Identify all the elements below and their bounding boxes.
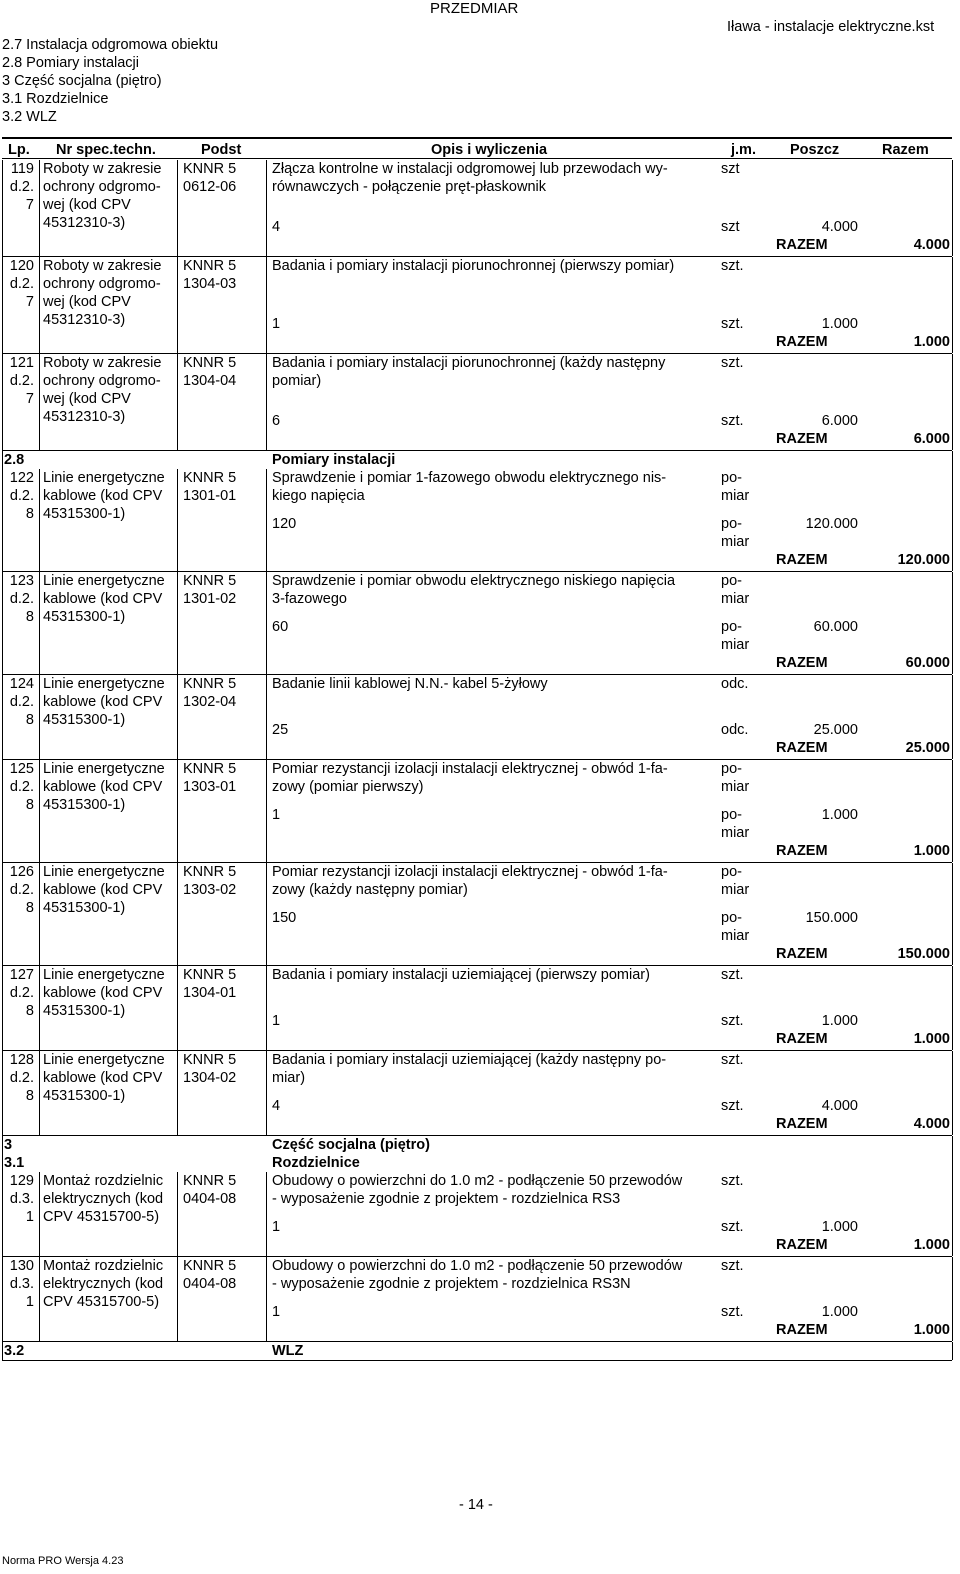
item-number: d.2. (9, 591, 34, 607)
razem-value: 25.000 (905, 740, 950, 756)
calc-unit: miar (721, 534, 750, 550)
basis-code: 1301-01 (183, 488, 237, 504)
basis-code: KNNR 5 (183, 470, 237, 486)
spec-text: Linie energetyczne (43, 1052, 165, 1068)
software-version: Norma PRO Wersja 4.23 (2, 1555, 124, 1567)
item-number: d.2. (9, 985, 34, 1001)
spec-text: Linie energetyczne (43, 573, 165, 589)
column-divider (952, 1172, 953, 1256)
calc-unit: po- (721, 619, 742, 635)
column-divider (39, 1172, 40, 1256)
razem-label: RAZEM (776, 1237, 828, 1253)
column-divider (39, 1051, 40, 1135)
column-divider (39, 863, 40, 965)
item-number: 121 (9, 355, 34, 371)
basis-code: KNNR 5 (183, 676, 237, 692)
razem-label: RAZEM (776, 946, 828, 962)
description-text: Badanie linii kablowej N.N.- kabel 5-żyłowy (272, 676, 548, 692)
item-number: d.2. (9, 694, 34, 710)
subtotal-value: 1.000 (821, 316, 858, 332)
spec-text: Linie energetyczne (43, 676, 165, 692)
item-number: 129 (9, 1173, 34, 1189)
razem-label: RAZEM (776, 843, 828, 859)
file-name: Iława - instalacje elektryczne.kst (727, 19, 935, 35)
column-divider (266, 1051, 267, 1135)
item-number: 1 (25, 1294, 34, 1310)
calc-value: 4 (272, 1098, 281, 1114)
column-divider (2, 572, 3, 674)
item-number: 127 (9, 967, 34, 983)
description-text: Obudowy o powierzchni do 1.0 m2 - podłączenie 50 przewodów (272, 1258, 683, 1274)
description-text: zowy (pomiar pierwszy) (272, 779, 424, 795)
description-text: pomiar) (272, 373, 322, 389)
col-lp: Lp. (8, 142, 30, 158)
spec-text: wej (kod CPV (43, 391, 131, 407)
column-divider (177, 863, 178, 965)
spec-text: kablowe (kod CPV (43, 488, 163, 504)
section-number: 3.1 (4, 1155, 25, 1171)
unit: po- (721, 470, 742, 486)
column-divider (39, 469, 40, 571)
column-divider (266, 863, 267, 965)
description-text: zowy (każdy następny pomiar) (272, 882, 468, 898)
description-text: Badania i pomiary instalacji piorunochronnej (każdy następny (272, 355, 666, 371)
unit: po- (721, 761, 742, 777)
razem-value: 1.000 (913, 334, 950, 350)
column-divider (2, 863, 3, 965)
calc-unit: miar (721, 928, 750, 944)
unit: szt (721, 161, 740, 177)
column-divider (2, 1136, 3, 1154)
spec-text: Linie energetyczne (43, 967, 165, 983)
row-divider (2, 450, 952, 451)
item-number: 1 (25, 1209, 34, 1225)
column-divider (2, 966, 3, 1050)
section-title: WLZ (272, 1343, 304, 1359)
calc-value: 6 (272, 413, 281, 429)
unit: miar (721, 488, 750, 504)
column-divider (952, 1342, 953, 1360)
spec-text: kablowe (kod CPV (43, 591, 163, 607)
spec-text: 45315300-1) (43, 609, 126, 625)
basis-code: KNNR 5 (183, 1052, 237, 1068)
column-divider (266, 760, 267, 862)
column-divider (266, 1172, 267, 1256)
item-number: d.2. (9, 882, 34, 898)
item-number: 8 (25, 900, 34, 916)
spec-text: Linie energetyczne (43, 470, 165, 486)
item-number: 7 (25, 197, 34, 213)
column-divider (177, 469, 178, 571)
column-divider (266, 354, 267, 450)
item-number: 123 (9, 573, 34, 589)
item-number: d.3. (9, 1191, 34, 1207)
column-divider (39, 1257, 40, 1341)
description-text: Pomiar rezystancji izolacji instalacji elektrycznej - obwód 1-fa- (272, 761, 668, 777)
unit: odc. (721, 676, 749, 692)
column-divider (952, 469, 953, 571)
description-text: Złącza kontrolne w instalacji odgromowej lub przewodach wy- (272, 161, 668, 177)
unit: miar (721, 779, 750, 795)
basis-code: 0404-08 (183, 1191, 237, 1207)
spec-text: ochrony odgromo- (43, 179, 161, 195)
basis-code: KNNR 5 (183, 1258, 237, 1274)
spec-text: Montaż rozdzielnic (43, 1258, 164, 1274)
basis-code: KNNR 5 (183, 355, 237, 371)
unit: szt. (721, 1052, 744, 1068)
column-divider (266, 1257, 267, 1341)
item-number: 130 (9, 1258, 34, 1274)
razem-value: 1.000 (913, 1322, 950, 1338)
razem-value: 150.000 (897, 946, 950, 962)
description-text: Obudowy o powierzchni do 1.0 m2 - podłączenie 50 przewodów (272, 1173, 683, 1189)
item-number: 124 (9, 676, 34, 692)
spec-text: CPV 45315700-5) (43, 1294, 160, 1310)
razem-label: RAZEM (776, 431, 828, 447)
column-divider (39, 572, 40, 674)
item-number: 8 (25, 797, 34, 813)
column-divider (2, 354, 3, 450)
column-divider (2, 760, 3, 862)
col-jm: j.m. (731, 142, 756, 158)
basis-code: 1304-03 (183, 276, 237, 292)
calc-unit: odc. (721, 722, 749, 738)
column-divider (952, 1136, 953, 1154)
calc-value: 150 (272, 910, 297, 926)
spec-text: 45315300-1) (43, 506, 126, 522)
razem-label: RAZEM (776, 655, 828, 671)
item-number: 8 (25, 1003, 34, 1019)
column-divider (266, 675, 267, 759)
razem-value: 6.000 (913, 431, 950, 447)
column-divider (952, 1154, 953, 1172)
spec-text: 45312310-3) (43, 409, 126, 425)
row-divider (2, 1135, 952, 1136)
calc-unit: szt. (721, 1219, 744, 1235)
item-number: 8 (25, 609, 34, 625)
calc-unit: szt (721, 219, 740, 235)
section-number: 2.8 (4, 452, 25, 468)
description-text: - wyposażenie zgodnie z projektem - rozdzielnica RS3 (272, 1191, 621, 1207)
section-title: Rozdzielnice (272, 1155, 360, 1171)
calc-value: 60 (272, 619, 289, 635)
spec-text: Linie energetyczne (43, 864, 165, 880)
subtotal-value: 120.000 (805, 516, 858, 532)
description-text: - wyposażenie zgodnie z projektem - rozdzielnica RS3N (272, 1276, 631, 1292)
column-divider (2, 675, 3, 759)
column-divider (2, 1257, 3, 1341)
col-spec: Nr spec.techn. (56, 142, 156, 158)
unit: miar (721, 882, 750, 898)
basis-code: 1304-02 (183, 1070, 237, 1086)
column-divider (177, 1172, 178, 1256)
calc-unit: szt. (721, 316, 744, 332)
column-divider (2, 451, 3, 469)
col-poszcz: Poszcz (790, 142, 840, 158)
table-of-contents (2, 36, 218, 126)
column-divider (177, 160, 178, 256)
section-number: 3 (4, 1137, 13, 1153)
razem-label: RAZEM (776, 1031, 828, 1047)
basis-code: KNNR 5 (183, 258, 237, 274)
spec-text: kablowe (kod CPV (43, 985, 163, 1001)
unit: szt. (721, 1258, 744, 1274)
basis-code: 1302-04 (183, 694, 237, 710)
column-divider (39, 354, 40, 450)
item-number: 8 (25, 506, 34, 522)
calc-unit: miar (721, 825, 750, 841)
item-number: 8 (25, 712, 34, 728)
calc-value: 1 (272, 316, 281, 332)
column-divider (2, 1342, 3, 1360)
spec-text: kablowe (kod CPV (43, 882, 163, 898)
razem-label: RAZEM (776, 1322, 828, 1338)
subtotal-value: 60.000 (813, 619, 858, 635)
spec-text: ochrony odgromo- (43, 373, 161, 389)
section-title: Część socjalna (piętro) (272, 1137, 430, 1153)
col-opis: Opis i wyliczenia (431, 142, 548, 158)
razem-value: 1.000 (913, 843, 950, 859)
unit: miar (721, 591, 750, 607)
calc-value: 120 (272, 516, 297, 532)
item-number: 8 (25, 1088, 34, 1104)
column-divider (266, 966, 267, 1050)
item-number: 126 (9, 864, 34, 880)
calc-value: 25 (272, 722, 289, 738)
calc-unit: miar (721, 637, 750, 653)
column-divider (2, 1051, 3, 1135)
column-divider (266, 160, 267, 256)
spec-text: kablowe (kod CPV (43, 694, 163, 710)
spec-text: wej (kod CPV (43, 197, 131, 213)
row-divider (2, 1341, 952, 1342)
column-divider (2, 1154, 3, 1172)
toc-item: 3.2 WLZ (2, 109, 57, 125)
unit: po- (721, 864, 742, 880)
item-number: d.2. (9, 179, 34, 195)
column-divider (39, 675, 40, 759)
subtotal-value: 1.000 (821, 1219, 858, 1235)
page-number: - 14 - (459, 1497, 493, 1513)
unit: po- (721, 573, 742, 589)
column-divider (177, 354, 178, 450)
description-text: miar) (272, 1070, 306, 1086)
spec-text: kablowe (kod CPV (43, 779, 163, 795)
description-text: kiego napięcia (272, 488, 365, 504)
description-text: równawczych - połączenie pręt-płaskownik (272, 179, 547, 195)
toc-item: 3 Część socjalna (piętro) (2, 73, 162, 89)
razem-label: RAZEM (776, 740, 828, 756)
spec-text: Roboty w zakresie (43, 258, 162, 274)
column-divider (39, 760, 40, 862)
spec-text: 45315300-1) (43, 712, 126, 728)
column-divider (2, 160, 3, 256)
column-divider (952, 675, 953, 759)
column-divider (952, 451, 953, 469)
unit: szt. (721, 967, 744, 983)
calc-unit: szt. (721, 1304, 744, 1320)
column-divider (952, 572, 953, 674)
basis-code: 0404-08 (183, 1276, 237, 1292)
column-divider (952, 1051, 953, 1135)
column-divider (177, 675, 178, 759)
toc-item: 2.8 Pomiary instalacji (2, 55, 139, 71)
column-divider (266, 257, 267, 353)
spec-text: wej (kod CPV (43, 294, 131, 310)
item-number: 128 (9, 1052, 34, 1068)
column-divider (177, 1257, 178, 1341)
calc-value: 1 (272, 1304, 281, 1320)
spec-text: 45315300-1) (43, 1003, 126, 1019)
column-divider (39, 257, 40, 353)
basis-code: 1304-04 (183, 373, 237, 389)
subtotal-value: 150.000 (805, 910, 858, 926)
subtotal-value: 6.000 (821, 413, 858, 429)
spec-text: 45312310-3) (43, 312, 126, 328)
spec-text: ochrony odgromo- (43, 276, 161, 292)
calc-value: 1 (272, 1013, 281, 1029)
column-divider (177, 572, 178, 674)
razem-value: 60.000 (905, 655, 950, 671)
item-number: 119 (10, 161, 34, 177)
column-divider (266, 469, 267, 571)
calc-unit: po- (721, 516, 742, 532)
subtotal-value: 1.000 (821, 807, 858, 823)
razem-value: 1.000 (913, 1237, 950, 1253)
subtotal-value: 4.000 (821, 1098, 858, 1114)
basis-code: 1304-01 (183, 985, 237, 1001)
item-number: 7 (25, 294, 34, 310)
column-divider (952, 966, 953, 1050)
description-text: 3-fazowego (272, 591, 347, 607)
spec-text: 45312310-3) (43, 215, 126, 231)
razem-value: 4.000 (913, 1116, 950, 1132)
calc-unit: po- (721, 910, 742, 926)
column-divider (2, 1172, 3, 1256)
column-divider (39, 160, 40, 256)
spec-text: elektrycznych (kod (43, 1191, 164, 1207)
razem-value: 120.000 (897, 552, 950, 568)
description-text: Pomiar rezystancji izolacji instalacji elektrycznej - obwód 1-fa- (272, 864, 668, 880)
calc-unit: szt. (721, 1013, 744, 1029)
column-divider (952, 257, 953, 353)
column-divider (177, 1051, 178, 1135)
spec-text: CPV 45315700-5) (43, 1209, 160, 1225)
item-number: 125 (9, 761, 34, 777)
unit: szt. (721, 258, 744, 274)
column-divider (177, 257, 178, 353)
column-divider (952, 760, 953, 862)
calc-value: 1 (272, 807, 281, 823)
razem-label: RAZEM (776, 334, 828, 350)
toc-item: 3.1 Rozdzielnice (2, 91, 109, 107)
spec-text: elektrycznych (kod (43, 1276, 164, 1292)
basis-code: KNNR 5 (183, 573, 237, 589)
basis-code: 0612-06 (183, 179, 237, 195)
document-title: PRZEDMIAR (430, 0, 519, 17)
basis-code: 1301-02 (183, 591, 237, 607)
spec-text: Roboty w zakresie (43, 161, 162, 177)
description-text: Badania i pomiary instalacji uziemiającej (pierwszy pomiar) (272, 967, 650, 983)
column-divider (2, 469, 3, 571)
column-divider (177, 966, 178, 1050)
column-divider (952, 863, 953, 965)
subtotal-value: 1.000 (821, 1013, 858, 1029)
basis-code: 1303-02 (183, 882, 237, 898)
toc-item: 2.7 Instalacja odgromowa obiektu (2, 37, 219, 53)
spec-text: 45315300-1) (43, 1088, 126, 1104)
calc-unit: po- (721, 807, 742, 823)
item-number: 122 (9, 470, 34, 486)
column-divider (952, 1257, 953, 1341)
spec-text: 45315300-1) (43, 900, 126, 916)
section-number: 3.2 (4, 1343, 25, 1359)
razem-value: 1.000 (913, 1031, 950, 1047)
section-title: Pomiary instalacji (272, 452, 396, 468)
column-divider (952, 354, 953, 450)
spec-text: kablowe (kod CPV (43, 1070, 163, 1086)
description-text: Sprawdzenie i pomiar obwodu elektrycznego niskiego napięcia (272, 573, 676, 589)
column-divider (2, 257, 3, 353)
col-razem: Razem (882, 142, 929, 158)
calc-unit: szt. (721, 413, 744, 429)
item-number: d.2. (9, 373, 34, 389)
calc-value: 4 (272, 219, 281, 235)
spec-text: 45315300-1) (43, 797, 126, 813)
basis-code: KNNR 5 (183, 161, 237, 177)
item-number: d.2. (9, 1070, 34, 1086)
spec-text: Roboty w zakresie (43, 355, 162, 371)
row-divider (2, 1360, 952, 1361)
item-number: d.2. (9, 276, 34, 292)
razem-label: RAZEM (776, 237, 828, 253)
unit: szt. (721, 355, 744, 371)
item-number: 120 (9, 258, 34, 274)
column-divider (952, 160, 953, 256)
subtotal-value: 25.000 (813, 722, 858, 738)
item-number: d.2. (9, 488, 34, 504)
razem-label: RAZEM (776, 552, 828, 568)
spec-text: Linie energetyczne (43, 761, 165, 777)
subtotal-value: 1.000 (821, 1304, 858, 1320)
column-divider (177, 760, 178, 862)
calc-unit: szt. (721, 1098, 744, 1114)
basis-code: KNNR 5 (183, 967, 237, 983)
column-divider (266, 572, 267, 674)
basis-code: 1303-01 (183, 779, 237, 795)
column-divider (39, 966, 40, 1050)
col-podst: Podst (201, 142, 242, 158)
item-number: d.3. (9, 1276, 34, 1292)
item-number: d.2. (9, 779, 34, 795)
razem-label: RAZEM (776, 1116, 828, 1132)
calc-value: 1 (272, 1219, 281, 1235)
description-text: Badania i pomiary instalacji piorunochronnej (pierwszy pomiar) (272, 258, 675, 274)
description-text: Badania i pomiary instalacji uziemiającej (każdy następny po- (272, 1052, 667, 1068)
basis-code: KNNR 5 (183, 1173, 237, 1189)
basis-code: KNNR 5 (183, 761, 237, 777)
unit: szt. (721, 1173, 744, 1189)
item-number: 7 (25, 391, 34, 407)
basis-code: KNNR 5 (183, 864, 237, 880)
description-text: Sprawdzenie i pomiar 1-fazowego obwodu elektrycznego nis- (272, 470, 667, 486)
spec-text: Montaż rozdzielnic (43, 1173, 164, 1189)
subtotal-value: 4.000 (821, 219, 858, 235)
razem-value: 4.000 (913, 237, 950, 253)
